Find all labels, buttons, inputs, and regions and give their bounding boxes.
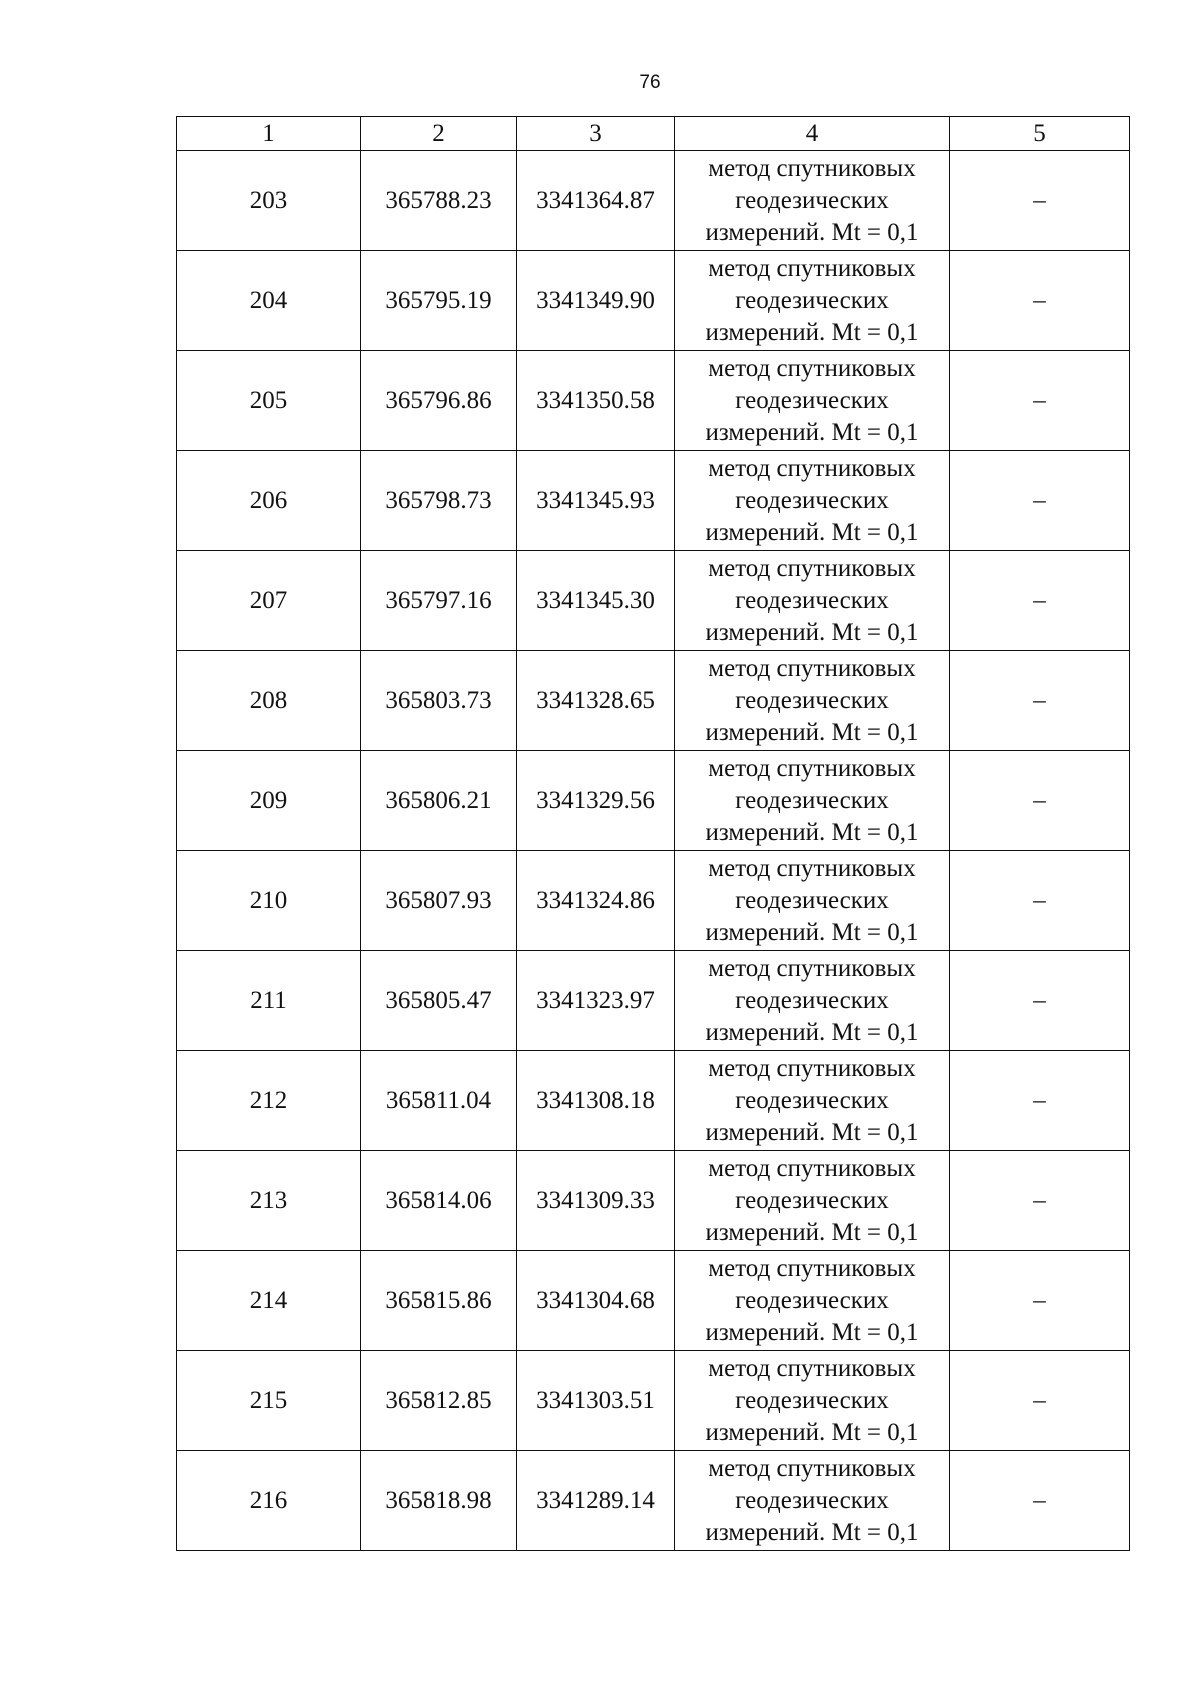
x-coordinate-cell: 365803.73 xyxy=(361,651,517,751)
note-cell: – xyxy=(950,651,1130,751)
method-cell xyxy=(675,351,950,451)
table-row xyxy=(177,751,1130,851)
table-row xyxy=(177,1151,1130,1251)
x-coordinate-cell: 365811.04 xyxy=(361,1051,517,1151)
method-cell xyxy=(675,651,950,751)
point-number-cell: 208 xyxy=(177,651,361,751)
y-coordinate-cell: 3341349.90 xyxy=(517,251,675,351)
header-col-4: 4 xyxy=(675,117,950,151)
y-coordinate-cell: 3341345.93 xyxy=(517,451,675,551)
point-number-cell: 212 xyxy=(177,1051,361,1151)
note-cell: – xyxy=(950,351,1130,451)
y-coordinate-cell: 3341304.68 xyxy=(517,1251,675,1351)
table-row xyxy=(177,951,1130,1051)
header-col-1: 1 xyxy=(177,117,361,151)
method-line: геодезических xyxy=(735,186,889,214)
note-cell: – xyxy=(950,951,1130,1051)
y-coordinate-cell: 3341350.58 xyxy=(517,351,675,451)
method-line: метод спутниковых xyxy=(708,354,916,382)
note-cell: – xyxy=(950,851,1130,951)
note-cell: – xyxy=(950,1051,1130,1151)
table-row xyxy=(177,851,1130,951)
note-cell: – xyxy=(950,751,1130,851)
method-line: метод спутниковых xyxy=(708,454,916,482)
point-number-cell: 204 xyxy=(177,251,361,351)
x-coordinate-cell: 365814.06 xyxy=(361,1151,517,1251)
method-line: измерений. Mt = 0,1 xyxy=(705,718,919,746)
x-coordinate-cell: 365797.16 xyxy=(361,551,517,651)
method-line: метод спутниковых xyxy=(708,554,916,582)
method-line: геодезических xyxy=(735,386,889,414)
method-cell xyxy=(675,951,950,1051)
method-cell xyxy=(675,1051,950,1151)
x-coordinate-cell: 365815.86 xyxy=(361,1251,517,1351)
point-number-cell: 207 xyxy=(177,551,361,651)
table-row xyxy=(177,551,1130,651)
y-coordinate-cell: 3341323.97 xyxy=(517,951,675,1051)
method-cell xyxy=(675,251,950,351)
method-line: измерений. Mt = 0,1 xyxy=(705,1018,919,1046)
method-line: измерений. Mt = 0,1 xyxy=(705,1218,919,1246)
y-coordinate-cell: 3341364.87 xyxy=(517,151,675,251)
note-cell: – xyxy=(950,1351,1130,1451)
method-line: геодезических xyxy=(735,1186,889,1214)
method-line: геодезических xyxy=(735,686,889,714)
method-line: геодезических xyxy=(735,1386,889,1414)
method-line: геодезических xyxy=(735,1286,889,1314)
method-line: метод спутниковых xyxy=(708,854,916,882)
method-line: измерений. Mt = 0,1 xyxy=(705,218,919,246)
header-col-2: 2 xyxy=(361,117,517,151)
method-line: измерений. Mt = 0,1 xyxy=(705,1518,919,1546)
note-cell: – xyxy=(950,1251,1130,1351)
coordinates-table xyxy=(176,116,1130,1551)
note-cell: – xyxy=(950,1151,1130,1251)
x-coordinate-cell: 365798.73 xyxy=(361,451,517,551)
table-body xyxy=(177,151,1130,1551)
method-line: метод спутниковых xyxy=(708,654,916,682)
method-line: геодезических xyxy=(735,986,889,1014)
method-line: измерений. Mt = 0,1 xyxy=(705,918,919,946)
table-row xyxy=(177,1351,1130,1451)
method-cell xyxy=(675,551,950,651)
note-cell: – xyxy=(950,551,1130,651)
method-cell xyxy=(675,851,950,951)
method-line: измерений. Mt = 0,1 xyxy=(705,518,919,546)
point-number-cell: 210 xyxy=(177,851,361,951)
method-line: метод спутниковых xyxy=(708,954,916,982)
header-row xyxy=(177,117,1130,151)
y-coordinate-cell: 3341308.18 xyxy=(517,1051,675,1151)
x-coordinate-cell: 365812.85 xyxy=(361,1351,517,1451)
point-number-cell: 216 xyxy=(177,1451,361,1551)
x-coordinate-cell: 365818.98 xyxy=(361,1451,517,1551)
method-line: измерений. Mt = 0,1 xyxy=(705,318,919,346)
note-cell: – xyxy=(950,1451,1130,1551)
method-line: измерений. Mt = 0,1 xyxy=(705,1318,919,1346)
point-number-cell: 205 xyxy=(177,351,361,451)
method-line: метод спутниковых xyxy=(708,254,916,282)
page-number: 76 xyxy=(639,72,661,93)
y-coordinate-cell: 3341329.56 xyxy=(517,751,675,851)
y-coordinate-cell: 3341289.14 xyxy=(517,1451,675,1551)
y-coordinate-cell: 3341345.30 xyxy=(517,551,675,651)
note-cell: – xyxy=(950,451,1130,551)
point-number-cell: 213 xyxy=(177,1151,361,1251)
method-line: геодезических xyxy=(735,786,889,814)
y-coordinate-cell: 3341303.51 xyxy=(517,1351,675,1451)
method-line: геодезических xyxy=(735,1086,889,1114)
table-header xyxy=(177,117,1130,151)
method-line: измерений. Mt = 0,1 xyxy=(705,818,919,846)
table-row xyxy=(177,451,1130,551)
method-line: метод спутниковых xyxy=(708,1454,916,1482)
method-line: метод спутниковых xyxy=(708,754,916,782)
header-col-3: 3 xyxy=(517,117,675,151)
table-row xyxy=(177,351,1130,451)
method-cell xyxy=(675,1151,950,1251)
x-coordinate-cell: 365795.19 xyxy=(361,251,517,351)
table-row xyxy=(177,1051,1130,1151)
x-coordinate-cell: 365805.47 xyxy=(361,951,517,1051)
table-row xyxy=(177,151,1130,251)
method-line: измерений. Mt = 0,1 xyxy=(705,418,919,446)
method-line: геодезических xyxy=(735,886,889,914)
method-line: геодезических xyxy=(735,486,889,514)
y-coordinate-cell: 3341328.65 xyxy=(517,651,675,751)
point-number-cell: 215 xyxy=(177,1351,361,1451)
method-cell xyxy=(675,751,950,851)
method-line: метод спутниковых xyxy=(708,1354,916,1382)
method-cell xyxy=(675,151,950,251)
method-line: метод спутниковых xyxy=(708,1054,916,1082)
method-line: измерений. Mt = 0,1 xyxy=(705,618,919,646)
method-line: геодезических xyxy=(735,1486,889,1514)
table-row xyxy=(177,1451,1130,1551)
method-line: геодезических xyxy=(735,586,889,614)
point-number-cell: 206 xyxy=(177,451,361,551)
header-col-5: 5 xyxy=(950,117,1130,151)
table-row xyxy=(177,1251,1130,1351)
point-number-cell: 209 xyxy=(177,751,361,851)
note-cell: – xyxy=(950,151,1130,251)
method-line: метод спутниковых xyxy=(708,154,916,182)
method-line: измерений. Mt = 0,1 xyxy=(705,1418,919,1446)
x-coordinate-cell: 365788.23 xyxy=(361,151,517,251)
method-line: метод спутниковых xyxy=(708,1254,916,1282)
method-cell xyxy=(675,1351,950,1451)
method-cell xyxy=(675,451,950,551)
y-coordinate-cell: 3341309.33 xyxy=(517,1151,675,1251)
point-number-cell: 214 xyxy=(177,1251,361,1351)
method-cell xyxy=(675,1251,950,1351)
x-coordinate-cell: 365806.21 xyxy=(361,751,517,851)
x-coordinate-cell: 365796.86 xyxy=(361,351,517,451)
method-line: геодезических xyxy=(735,286,889,314)
table-row xyxy=(177,651,1130,751)
x-coordinate-cell: 365807.93 xyxy=(361,851,517,951)
point-number-cell: 211 xyxy=(177,951,361,1051)
table-row xyxy=(177,251,1130,351)
point-number-cell: 203 xyxy=(177,151,361,251)
note-cell: – xyxy=(950,251,1130,351)
method-cell xyxy=(675,1451,950,1551)
y-coordinate-cell: 3341324.86 xyxy=(517,851,675,951)
method-line: метод спутниковых xyxy=(708,1154,916,1182)
method-line: измерений. Mt = 0,1 xyxy=(705,1118,919,1146)
